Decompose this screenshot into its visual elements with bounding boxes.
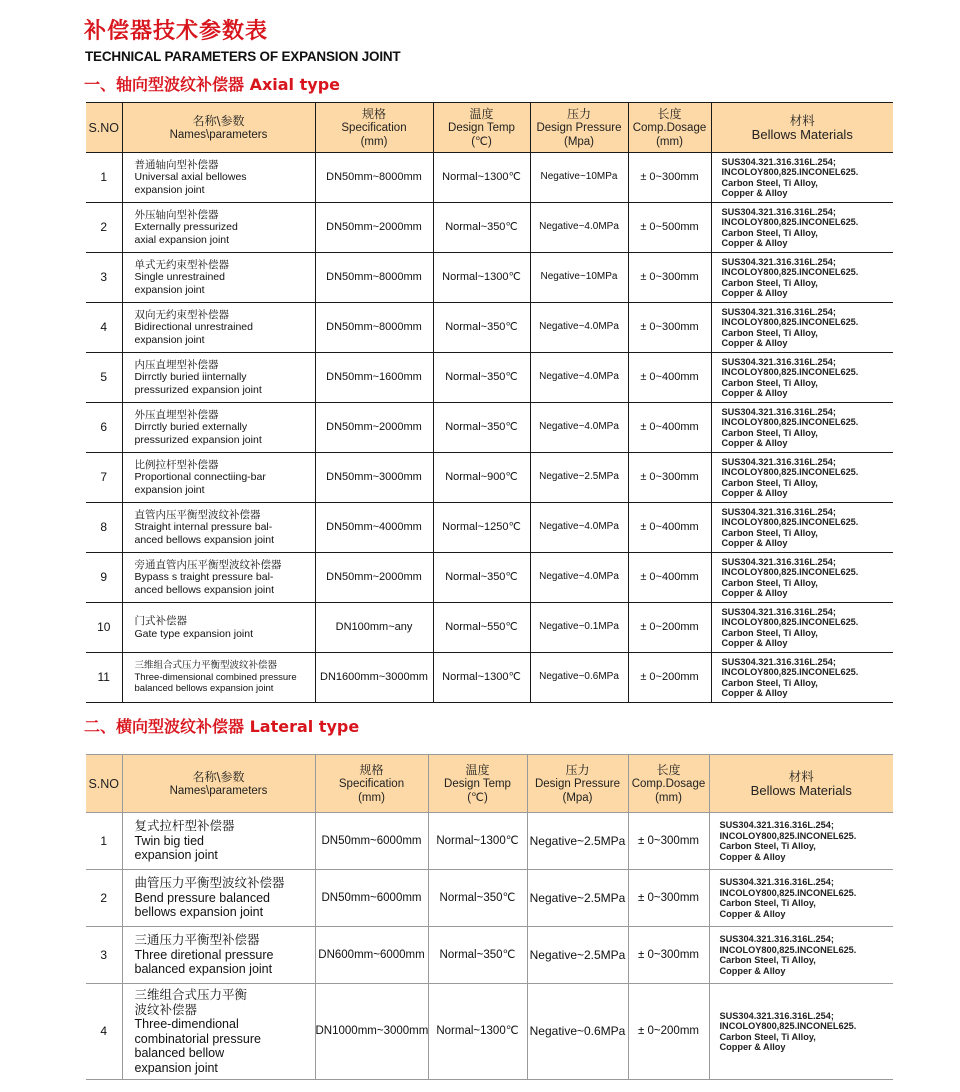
column-header-sno: S.NO [86, 755, 122, 813]
cell-sno: 9 [86, 553, 122, 603]
cell-temp: Normal~350℃ [428, 870, 527, 927]
cell-sno: 5 [86, 353, 122, 403]
cell-name [122, 813, 315, 870]
cell-pressure: Negative~0.6MPa [530, 653, 628, 703]
cell-temp: Normal~1300℃ [428, 984, 527, 1080]
header-unit: (Mpa) [563, 135, 595, 148]
header-en: Comp.Dosage [631, 777, 706, 790]
name-cn: 比例拉杆型补偿器 [134, 458, 219, 471]
table-row [86, 553, 893, 603]
table-row [86, 153, 893, 203]
name-en: Gate type expansion joint [134, 627, 253, 640]
cell-materials: SUS304.321.316.316L.254; INCOLOY800,825.INCONEL625. Carbon Steel, Ti Alloy, Copper & Alloy [711, 603, 893, 653]
cell-name [122, 503, 315, 553]
cell-materials: SUS304.321.316.316L.254; INCOLOY800,825.INCONEL625. Carbon Steel, Ti Alloy, Copper & Alloy [711, 553, 893, 603]
section-title-axial: 一、轴向型波纹补偿器 Axial type [84, 75, 340, 94]
cell-pressure: Negative~0.6MPa [527, 984, 628, 1080]
header-en: Bellows Materials [751, 126, 853, 142]
cell-spec: DN50mm~2000mm [315, 553, 433, 603]
name-en: Bend pressure balanced bellows expansion joint [134, 890, 271, 920]
cell-temp: Normal~350℃ [433, 553, 530, 603]
name-cn: 门式补偿器 [134, 615, 187, 627]
cell-materials: SUS304.321.316.316L.254; INCOLOY800,825.INCONEL625. Carbon Steel, Ti Alloy, Copper & Alloy [711, 203, 893, 253]
cell-temp: Normal~1300℃ [433, 653, 530, 703]
cell-materials: SUS304.321.316.316L.254; INCOLOY800,825.INCONEL625. Carbon Steel, Ti Alloy, Copper & Alloy [709, 813, 893, 870]
header-en: Comp.Dosage [632, 121, 707, 134]
cell-name [122, 453, 315, 503]
column-header-spec [315, 103, 433, 153]
cell-pressure: Negative~4.0MPa [530, 403, 628, 453]
table-row [86, 603, 893, 653]
cell-sno: 2 [86, 203, 122, 253]
cell-pressure: Negative~10MPa [530, 153, 628, 203]
name-en: Three diretional pressure balanced expansion joint [134, 947, 274, 977]
name-cn: 三维组合式压力平衡型波纹补偿器 [134, 660, 278, 672]
header-en: Bellows Materials [750, 782, 852, 798]
cell-dosage: ± 0~400mm [628, 403, 711, 453]
cell-spec: DN50mm~2000mm [315, 203, 433, 253]
cell-pressure: Negative~10MPa [530, 253, 628, 303]
header-en: Design Pressure [536, 121, 622, 134]
name-en: Proportional connectiing-bar expansion joint [134, 471, 266, 496]
cell-sno: 4 [86, 303, 122, 353]
header-cn: 压力 [565, 762, 590, 777]
cell-dosage: ± 0~300mm [628, 813, 709, 870]
header-unit: (mm) [655, 791, 682, 804]
header-unit: (℃) [467, 791, 488, 804]
cell-temp: Normal~1250℃ [433, 503, 530, 553]
cell-spec: DN50mm~2000mm [315, 403, 433, 453]
cell-materials: SUS304.321.316.316L.254; INCOLOY800,825.INCONEL625. Carbon Steel, Ti Alloy, Copper & Alloy [711, 303, 893, 353]
cell-name [122, 353, 315, 403]
cell-spec: DN50mm~8000mm [315, 303, 433, 353]
header-cn: 长度 [656, 762, 681, 777]
header-en: Design Temp [444, 777, 511, 790]
cell-dosage: ± 0~300mm [628, 453, 711, 503]
cell-spec: DN50mm~4000mm [315, 503, 433, 553]
name-en: Three-dimensional combined pressure balanced bellows expansion joint [134, 671, 297, 695]
column-header-materials [711, 103, 893, 153]
cell-temp: Normal~350℃ [433, 403, 530, 453]
name-cn: 曲管压力平衡型波纹补偿器 [134, 875, 285, 891]
column-header-temp [428, 755, 527, 813]
name-en: Twin big tied expansion joint [134, 833, 218, 863]
cell-spec: DN50mm~3000mm [315, 453, 433, 503]
table-row [86, 503, 893, 553]
cell-materials: SUS304.321.316.316L.254; INCOLOY800,825.INCONEL625. Carbon Steel, Ti Alloy, Copper & Alloy [711, 153, 893, 203]
cell-dosage: ± 0~300mm [628, 153, 711, 203]
name-en: Bidirectional unrestrained expansion joint [134, 321, 253, 346]
column-header-names [122, 103, 315, 153]
name-en: Dirrctly buried iinternally pressurized expansion joint [134, 371, 262, 396]
cell-name [122, 203, 315, 253]
cell-dosage: ± 0~300mm [628, 303, 711, 353]
name-cn: 复式拉杆型补偿器 [134, 818, 235, 834]
cell-sno: 6 [86, 403, 122, 453]
cell-sno: 1 [86, 813, 122, 870]
name-cn: 三通压力平衡型补偿器 [134, 932, 260, 948]
cell-sno: 2 [86, 870, 122, 927]
cell-dosage: ± 0~300mm [628, 870, 709, 927]
cell-name [122, 653, 315, 703]
cell-spec: DN600mm~6000mm [315, 927, 428, 984]
name-cn: 三维组合式压力平衡 波纹补偿器 [134, 987, 248, 1017]
name-cn: 双向无约束型补偿器 [134, 308, 229, 321]
table-row [86, 984, 893, 1080]
cell-pressure: Negative~4.0MPa [530, 553, 628, 603]
cell-sno: 3 [86, 927, 122, 984]
cell-spec: DN1000mm~3000mm [315, 984, 428, 1080]
cell-spec: DN1600mm~3000mm [315, 653, 433, 703]
header-cn: 规格 [361, 106, 386, 121]
cell-dosage: ± 0~500mm [628, 203, 711, 253]
cell-materials: SUS304.321.316.316L.254; INCOLOY800,825.INCONEL625. Carbon Steel, Ti Alloy, Copper & Alloy [711, 653, 893, 703]
name-en: Single unrestrained expansion joint [134, 271, 225, 296]
table-row [86, 203, 893, 253]
lateral-type-table [86, 754, 893, 1080]
cell-temp: Normal~350℃ [433, 203, 530, 253]
column-header-materials [709, 755, 893, 813]
cell-pressure: Negative~4.0MPa [530, 303, 628, 353]
cell-spec: DN50mm~8000mm [315, 153, 433, 203]
cell-temp: Normal~1300℃ [433, 253, 530, 303]
name-cn: 旁通直管内压平衡型波纹补偿器 [134, 558, 282, 571]
header-unit: (mm) [358, 791, 385, 804]
cell-spec: DN50mm~1600mm [315, 353, 433, 403]
column-header-dosage [628, 103, 711, 153]
header-cn: 温度 [469, 106, 494, 121]
cell-materials: SUS304.321.316.316L.254; INCOLOY800,825.INCONEL625. Carbon Steel, Ti Alloy, Copper & Alloy [711, 403, 893, 453]
name-en: Bypass s traight pressure bal- anced bellows expansion joint [134, 571, 275, 596]
header-en: Names\parameters [169, 784, 268, 797]
table-row [86, 303, 893, 353]
cell-sno: 3 [86, 253, 122, 303]
table-header-row [86, 103, 893, 153]
header-en: Design Pressure [534, 777, 620, 790]
cell-dosage: ± 0~300mm [628, 253, 711, 303]
cell-spec: DN100mm~any [315, 603, 433, 653]
table-header-row [86, 755, 893, 813]
cell-pressure: Negative~2.5MPa [530, 453, 628, 503]
header-en: Specification [341, 121, 407, 134]
cell-pressure: Negative~2.5MPa [527, 813, 628, 870]
header-unit: (Mpa) [562, 791, 593, 804]
cell-sno: 8 [86, 503, 122, 553]
header-cn: 压力 [566, 106, 591, 121]
header-en: Names\parameters [169, 128, 268, 141]
header-cn: 材料 [789, 112, 815, 128]
cell-temp: Normal~350℃ [433, 353, 530, 403]
name-cn: 普通轴向型补偿器 [134, 158, 219, 171]
cell-name [122, 153, 315, 203]
header-unit: (mm) [656, 135, 683, 148]
cell-spec: DN50mm~8000mm [315, 253, 433, 303]
header-cn: 规格 [359, 762, 384, 777]
cell-pressure: Negative~0.1MPa [530, 603, 628, 653]
cell-pressure: Negative~2.5MPa [527, 870, 628, 927]
cell-pressure: Negative~2.5MPa [527, 927, 628, 984]
page-title-cn: 补偿器技术参数表 [84, 19, 269, 44]
column-header-names [122, 755, 315, 813]
header-cn: 温度 [465, 762, 490, 777]
cell-dosage: ± 0~200mm [628, 984, 709, 1080]
table-row [86, 813, 893, 870]
cell-name [122, 927, 315, 984]
cell-temp: Normal~900℃ [433, 453, 530, 503]
cell-dosage: ± 0~400mm [628, 503, 711, 553]
cell-materials: SUS304.321.316.316L.254; INCOLOY800,825.INCONEL625. Carbon Steel, Ti Alloy, Copper & Alloy [711, 503, 893, 553]
cell-dosage: ± 0~300mm [628, 927, 709, 984]
column-header-sno: S.NO [86, 103, 122, 153]
header-cn: 材料 [788, 768, 814, 784]
name-en: Externally pressurized axial expansion joint [134, 221, 238, 246]
name-en: Dirrctly buried externally pressurized expansion joint [134, 421, 262, 446]
page-title-en: TECHNICAL PARAMETERS OF EXPANSION JOINT [85, 49, 401, 64]
header-cn: 长度 [657, 106, 682, 121]
header-en: Design Temp [448, 121, 515, 134]
table-row [86, 870, 893, 927]
header-unit: (mm) [360, 135, 388, 148]
name-cn: 单式无约束型补偿器 [134, 258, 229, 271]
name-en: Universal axial bellowes expansion joint [134, 171, 247, 196]
cell-materials: SUS304.321.316.316L.254; INCOLOY800,825.INCONEL625. Carbon Steel, Ti Alloy, Copper & Alloy [711, 253, 893, 303]
axial-type-table [86, 102, 893, 703]
cell-dosage: ± 0~400mm [628, 353, 711, 403]
table-row [86, 403, 893, 453]
header-en: Specification [338, 777, 405, 790]
table-row [86, 927, 893, 984]
name-en: Three-dimendional combinatorial pressure balanced bellow expansion joint [134, 1017, 261, 1075]
cell-dosage: ± 0~200mm [628, 603, 711, 653]
cell-sno: 1 [86, 153, 122, 203]
cell-temp: Normal~350℃ [428, 927, 527, 984]
name-cn: 直管内压平衡型波纹补偿器 [134, 508, 261, 521]
cell-materials: SUS304.321.316.316L.254; INCOLOY800,825.INCONEL625. Carbon Steel, Ti Alloy, Copper & Alloy [711, 453, 893, 503]
cell-dosage: ± 0~200mm [628, 653, 711, 703]
column-header-spec [315, 755, 428, 813]
header-cn: 名称\参数 [192, 113, 245, 128]
column-header-pressure [530, 103, 628, 153]
name-cn: 内压直埋型补偿器 [134, 358, 219, 371]
cell-pressure: Negative~4.0MPa [530, 503, 628, 553]
name-en: Straight internal pressure bal- anced bellows expansion joint [134, 521, 275, 546]
cell-materials: SUS304.321.316.316L.254; INCOLOY800,825.INCONEL625. Carbon Steel, Ti Alloy, Copper & Alloy [709, 870, 893, 927]
cell-spec: DN50mm~6000mm [315, 813, 428, 870]
column-header-temp [433, 103, 530, 153]
table-row [86, 653, 893, 703]
cell-spec: DN50mm~6000mm [315, 870, 428, 927]
cell-materials: SUS304.321.316.316L.254; INCOLOY800,825.INCONEL625. Carbon Steel, Ti Alloy, Copper & Alloy [709, 927, 893, 984]
name-cn: 外压直埋型补偿器 [134, 408, 219, 421]
cell-sno: 7 [86, 453, 122, 503]
cell-temp: Normal~1300℃ [428, 813, 527, 870]
name-cn: 外压轴向型补偿器 [134, 208, 219, 221]
cell-name [122, 253, 315, 303]
column-header-pressure [527, 755, 628, 813]
column-header-dosage [628, 755, 709, 813]
header-cn: 名称\参数 [192, 769, 245, 784]
cell-dosage: ± 0~400mm [628, 553, 711, 603]
table-row [86, 353, 893, 403]
cell-sno: 11 [86, 653, 122, 703]
cell-name [122, 984, 315, 1080]
cell-pressure: Negative~4.0MPa [530, 203, 628, 253]
cell-materials: SUS304.321.316.316L.254; INCOLOY800,825.INCONEL625. Carbon Steel, Ti Alloy, Copper & Alloy [709, 984, 893, 1080]
cell-name [122, 870, 315, 927]
cell-name [122, 603, 315, 653]
table-row [86, 253, 893, 303]
cell-temp: Normal~550℃ [433, 603, 530, 653]
cell-temp: Normal~350℃ [433, 303, 530, 353]
section-title-lateral: 二、横向型波纹补偿器 Lateral type [84, 717, 360, 736]
cell-materials: SUS304.321.316.316L.254; INCOLOY800,825.INCONEL625. Carbon Steel, Ti Alloy, Copper & Alloy [711, 353, 893, 403]
cell-name [122, 303, 315, 353]
cell-pressure: Negative~4.0MPa [530, 353, 628, 403]
header-unit: (℃) [471, 135, 492, 148]
cell-name [122, 553, 315, 603]
cell-temp: Normal~1300℃ [433, 153, 530, 203]
cell-sno: 4 [86, 984, 122, 1080]
cell-sno: 10 [86, 603, 122, 653]
table-row [86, 453, 893, 503]
cell-name [122, 403, 315, 453]
